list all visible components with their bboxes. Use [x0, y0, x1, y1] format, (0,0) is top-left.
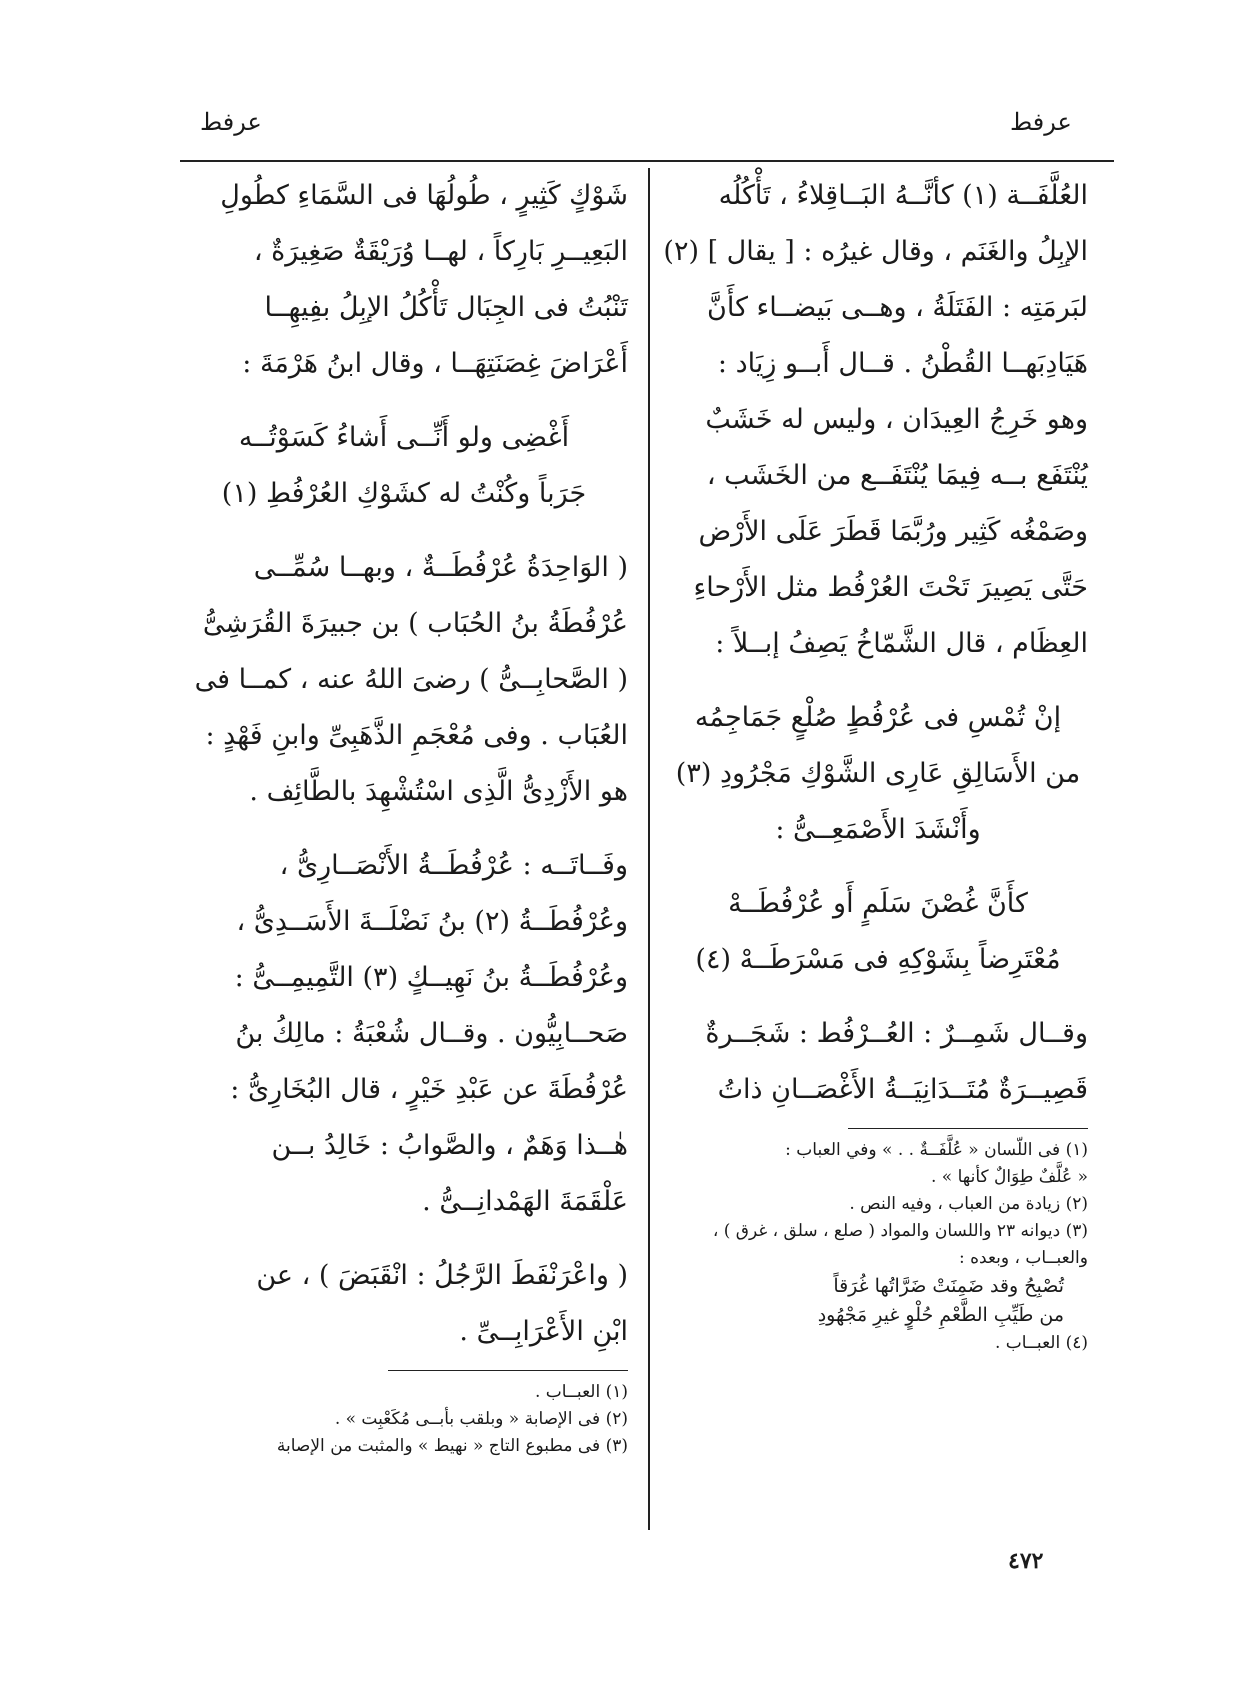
text-line: البَعِيــرِ بَارِكاً ، لهــا وُرَيْقَةٌ صَغِيرَةٌ ،: [253, 236, 628, 267]
text-line: عَلْقَمَةَ الهَمْدانِــىُّ .: [422, 1186, 628, 1217]
running-head-right: عرفط: [1010, 108, 1072, 136]
text-line: يُنْتَفَع بــه فِيمَا يُنْتَفَــع من الخَشَب ،: [706, 460, 1088, 491]
footnote: (٢) فى الإصابة « وبلقب بأبــى مُكَعْبِت » .: [334, 1409, 628, 1429]
footnote: (٣) فى مطبوع التاج « نهيط » والمثبت من الإصابة: [276, 1436, 628, 1456]
text-line: وقــال شَمِــرٌ : العُــرْفُط : شَجَــرةٌ: [705, 1018, 1088, 1049]
verse-line: من الأَسَالِقِ عَارِى الشَّوْكِ مَجْرُودِ (٣): [675, 758, 1081, 789]
text-line: هٰــذا وَهَمٌ ، والصَّوابُ : خَالِدُ بــن: [271, 1130, 628, 1161]
text-line: العُلَّفَــة (١) كأنَّــهُ البَــاقِلاءُ ، تَأْكُلُه: [718, 180, 1088, 211]
footnote: (١) العبــاب .: [534, 1382, 628, 1402]
verse-line: إنْ تُمْسِ فى عُرْفُطٍ صُلْعٍ جَمَاجِمُه: [694, 702, 1062, 733]
text-line: العُبَاب . وفى مُعْجَمِ الذَّهَبِىِّ وابنِ فَهْدٍ :: [205, 720, 628, 751]
text-line: ( واعْرَنْفَطَ الرَّجُلُ : انْقَبَضَ ) ، عن: [256, 1260, 628, 1291]
text-line: العِظَام ، قال الشَّمّاخُ يَصِفُ إبــلاً :: [715, 628, 1088, 659]
text-line: تَنْبُتُ فى الجِبَال تَأْكُلُ الإبِلُ بفِيهِــا: [264, 292, 628, 323]
text-line: أَعْرَاضَ غِصَنَتِهَــا ، وقال ابنُ هَرْمَةَ :: [242, 348, 628, 379]
text-line: حَتَّى يَصِيرَ تَحْتَ العُرْفُط مثل الأَرْحاءِ: [693, 572, 1088, 603]
text-line: هو الأَزْدِىُّ الَّذِى اسْتُشْهِدَ بالطَّائِف .: [249, 776, 628, 807]
text-line: هَيَادِبَهــا القُطْنُ . قــال أَبــو زِيَاد :: [717, 348, 1088, 379]
verse-line: أَغْضِى ولو أَنِّــى أَشاءُ كَسَوْتُــه: [238, 422, 570, 453]
column-divider: [648, 168, 650, 1530]
header-rule: [180, 160, 1114, 162]
text-line: قَصِيــرَةٌ مُتَــدَانِيَــةُ الأَغْصَــانِ ذاتُ: [717, 1074, 1088, 1105]
text-line: وصَمْغُه كَثِير ورُبَّمَا قَطَرَ عَلَى الأَرْض: [698, 516, 1088, 547]
verse-line: كأَنَّ غُصْنَ سَلَمٍ أَو عُرْفُطَــهْ: [728, 888, 1028, 919]
footnote: (٢) زيادة من العباب ، وفيه النص .: [849, 1194, 1088, 1214]
text-line: شَوْكٍ كَثِيرٍ ، طُولُهَا فى السَّمَاءِ كطُولِ: [220, 180, 628, 211]
footnote: (٣) ديوانه ٢٣ واللسان والمواد ( صلع ، سلق ، غرق ) ،: [712, 1221, 1088, 1241]
left-column: [180, 168, 628, 1460]
text-line: الإبِلُ والغَنَم ، وقال غيرُه : [ يقال ] (٢): [663, 236, 1088, 267]
footnote-rule: [388, 1370, 628, 1371]
footnote: والعبــاب ، وبعده :: [959, 1248, 1088, 1268]
footnote-verse: تُصْبِحُ وقد ضَمِنَتْ ضَرَّاتُها غُرَقاً: [833, 1275, 1064, 1297]
footnote: « عُلَّفٌ طِوَالٌ كأنها » .: [930, 1167, 1088, 1187]
verse-line: جَرَباً وكُنْتُ له كشَوْكِ العُرْفُطِ (١): [221, 478, 587, 509]
footnote: (٤) العبــاب .: [994, 1333, 1088, 1353]
text-line: وفَــاتَــه : عُرْفُطَــةُ الأَنْصَــارِىُّ ،: [279, 850, 628, 881]
text-line: وعُرْفُطَــةُ (٢) بنُ نَضْلَــةَ الأَسَــدِىُّ ،: [236, 906, 628, 937]
text-line: ( الوَاحِدَةُ عُرْفُطَــةٌ ، وبهــا سُمِّــى: [253, 552, 628, 583]
text-line: عُرْفُطَةَ عن عَبْدِ خَيْرٍ ، قال البُخَارِىُّ :: [230, 1074, 628, 1105]
text-line: عُرْفُطَةُ بنُ الحُبَاب ) بن جبيرَةَ القُرَشِىُّ: [202, 608, 628, 639]
text-line: ابْنِ الأَعْرَابِــىِّ .: [459, 1316, 628, 1347]
footnote: (١) فى اللّسان « عُلَّفَــةٌ . . » وفي العباب :: [785, 1140, 1088, 1160]
running-head-left: عرفط: [200, 108, 262, 136]
verse-line: مُعْتَرِضاً بِشَوْكِهِ فى مَسْرَطَــهْ (٤): [695, 944, 1061, 975]
footnote-verse: من طَيِّبِ الطَّعْمِ حُلْوٍ غيرِ مَجْهُودِ: [817, 1304, 1064, 1326]
page-number: ٤٧٢: [1008, 1548, 1044, 1574]
text-line: صَحــابِيُّون . وقــال شُعْبَةُ : مالِكُ بنُ: [235, 1018, 628, 1049]
text-line: ( الصَّحابِــىُّ ) رضىَ اللهُ عنه ، كمــا فى: [194, 664, 628, 695]
text-line: وعُرْفُطَــةُ بنُ نَهِيــكٍ (٣) التَّمِيمِــىُّ :: [234, 962, 628, 993]
text-line: لبَرمَتِه : الفَتَلَةُ ، وهــى بَيضــاء كأَنَّ: [707, 292, 1088, 323]
footnote-rule: [848, 1128, 1088, 1129]
text-line: وهو خَرِجُ العِيدَان ، وليس له خَشَبٌ: [705, 404, 1088, 435]
right-column: [663, 168, 1088, 1357]
text-line: وأَنْشَدَ الأَصْمَعِــىُّ :: [775, 814, 981, 845]
